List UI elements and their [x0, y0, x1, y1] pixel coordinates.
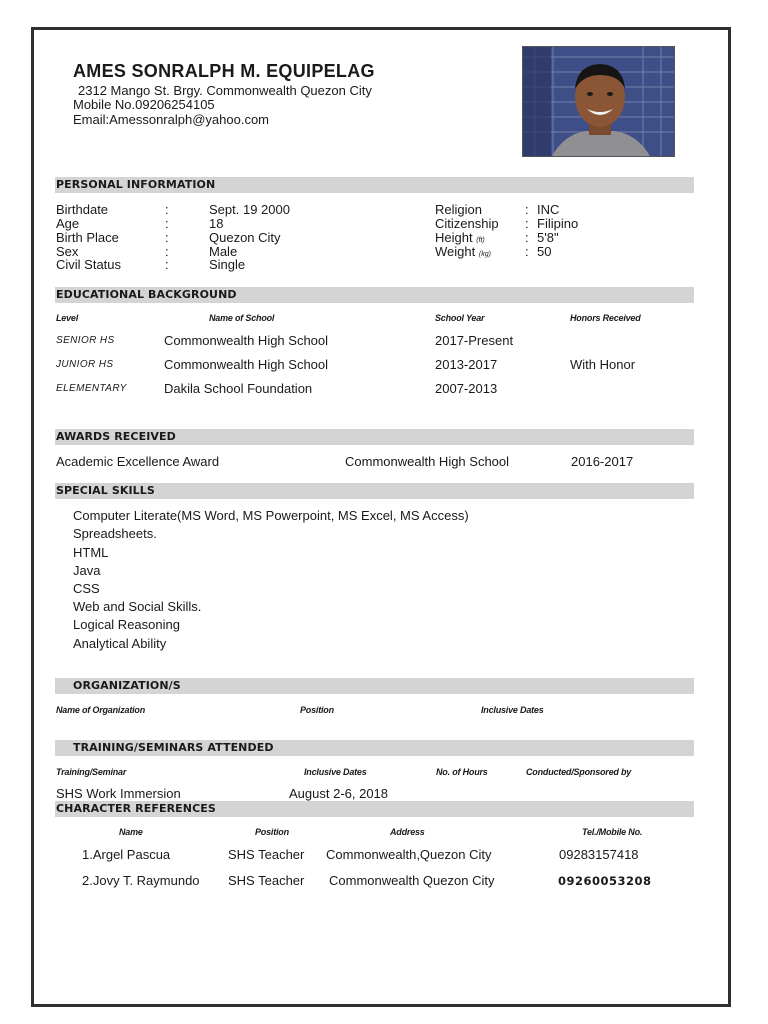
reference-position: SHS Teacher: [228, 847, 305, 862]
colon: :: [165, 202, 169, 217]
section-title: PERSONAL INFORMATION: [56, 178, 216, 191]
col-header-conducted: Conducted/Sponsored by: [526, 767, 632, 777]
label-weight: Weight (kg): [435, 244, 491, 259]
section-organizations: [55, 678, 694, 694]
col-header-organization: Name of Organization: [56, 705, 146, 715]
label-age: Age: [56, 216, 80, 231]
col-header-level: Level: [56, 313, 79, 323]
skill-item: HTML: [73, 545, 109, 560]
colon: :: [165, 230, 169, 245]
label-civil-status: Civil Status: [56, 257, 122, 272]
col-header-school: Name of School: [209, 313, 275, 323]
col-header-position: Position: [255, 827, 289, 837]
col-header-year: School Year: [435, 313, 485, 323]
skill-item: CSS: [73, 581, 100, 596]
col-header-honors: Honors Received: [570, 313, 641, 323]
section-title: EDUCATIONAL BACKGROUND: [56, 288, 237, 301]
section-title: TRAINING/SEMINARS ATTENDED: [73, 741, 274, 754]
value-age: 18: [209, 216, 224, 231]
skill-item: Spreadsheets.: [73, 526, 157, 541]
label-birth-place: Birth Place: [56, 230, 119, 245]
reference-tel: 09283157418: [559, 847, 639, 862]
col-header-dates: Inclusive Dates: [304, 767, 367, 777]
address-line: 2312 Mango St. Brgy. Commonwealth Quezon City: [78, 83, 372, 98]
award-year: 2016-2017: [571, 454, 634, 469]
edu-honors: With Honor: [570, 357, 636, 372]
profile-photo: [522, 46, 675, 157]
section-special-skills: [55, 483, 694, 499]
reference-address: Commonwealth,Quezon City: [326, 847, 492, 862]
value-religion: INC: [537, 202, 560, 217]
edu-year: 2013-2017: [435, 357, 498, 372]
edu-school: Dakila School Foundation: [164, 381, 313, 396]
section-title: SPECIAL SKILLS: [56, 484, 155, 497]
col-header-hours: No. of Hours: [436, 767, 488, 777]
applicant-name: AMES SONRALPH M. EQUIPELAG: [73, 61, 375, 81]
label-birthdate: Birthdate: [56, 202, 109, 217]
section-title: CHARACTER REFERENCES: [56, 802, 216, 815]
value-citizenship: Filipino: [537, 216, 579, 231]
value-sex: Male: [209, 244, 238, 259]
edu-level: SENIOR HS: [56, 335, 115, 346]
skill-item: Java: [73, 563, 101, 578]
colon: :: [165, 216, 169, 231]
col-header-address: Address: [390, 827, 425, 837]
section-character-references: [55, 801, 694, 817]
label-sex: Sex: [56, 244, 79, 259]
section-personal-information: [55, 177, 694, 193]
mobile-line: Mobile No.09206254105: [73, 97, 215, 112]
reference-name: 1.Argel Pascua: [82, 847, 171, 862]
email-line: Email:Amessonralph@yahoo.com: [73, 112, 270, 127]
reference-position: SHS Teacher: [228, 873, 305, 888]
value-birth-place: Quezon City: [209, 230, 281, 245]
award-name: Academic Excellence Award: [56, 454, 220, 469]
reference-name: 2.Jovy T. Raymundo: [82, 873, 200, 888]
edu-level: ELEMENTARY: [56, 383, 127, 394]
colon: :: [525, 244, 529, 259]
edu-year: 2007-2013: [435, 381, 498, 396]
col-header-seminar: Training/Seminar: [56, 767, 127, 777]
skill-item: Logical Reasoning: [73, 617, 180, 632]
colon: :: [165, 244, 169, 259]
value-civil-status: Single: [209, 257, 246, 272]
skill-item: Web and Social Skills.: [73, 599, 202, 614]
value-birthdate: Sept. 19 2000: [209, 202, 290, 217]
reference-tel: 09260053208: [558, 874, 652, 888]
label-height: Height (ft): [435, 230, 485, 245]
value-height: 5'8": [537, 230, 559, 245]
skill-item: Computer Literate(MS Word, MS Powerpoint, MS Excel, MS Access): [73, 508, 469, 523]
col-header-dates: Inclusive Dates: [481, 705, 544, 715]
section-title: AWARDS RECEIVED: [56, 430, 176, 443]
label-religion: Religion: [435, 202, 482, 217]
section-training-seminars: [55, 740, 694, 756]
training-dates: August 2-6, 2018: [289, 786, 389, 801]
section-educational-background: [55, 287, 694, 303]
section-awards-received: [55, 429, 694, 445]
edu-school: Commonwealth High School: [164, 357, 329, 372]
col-header-tel: Tel./Mobile No.: [582, 827, 643, 837]
edu-year: 2017-Present: [435, 333, 514, 348]
edu-level: JUNIOR HS: [56, 359, 114, 370]
section-title: ORGANIZATION/S: [73, 679, 181, 692]
colon: :: [525, 202, 529, 217]
colon: :: [165, 257, 169, 272]
award-school: Commonwealth High School: [345, 454, 510, 469]
skill-item: Analytical Ability: [73, 636, 167, 651]
colon: :: [525, 216, 529, 231]
col-header-position: Position: [300, 705, 334, 715]
value-weight: 50: [537, 244, 552, 259]
label-citizenship: Citizenship: [435, 216, 499, 231]
reference-address: Commonwealth Quezon City: [329, 873, 495, 888]
training-name: SHS Work Immersion: [56, 786, 181, 801]
colon: :: [525, 230, 529, 245]
col-header-name: Name: [119, 827, 143, 837]
edu-school: Commonwealth High School: [164, 333, 329, 348]
